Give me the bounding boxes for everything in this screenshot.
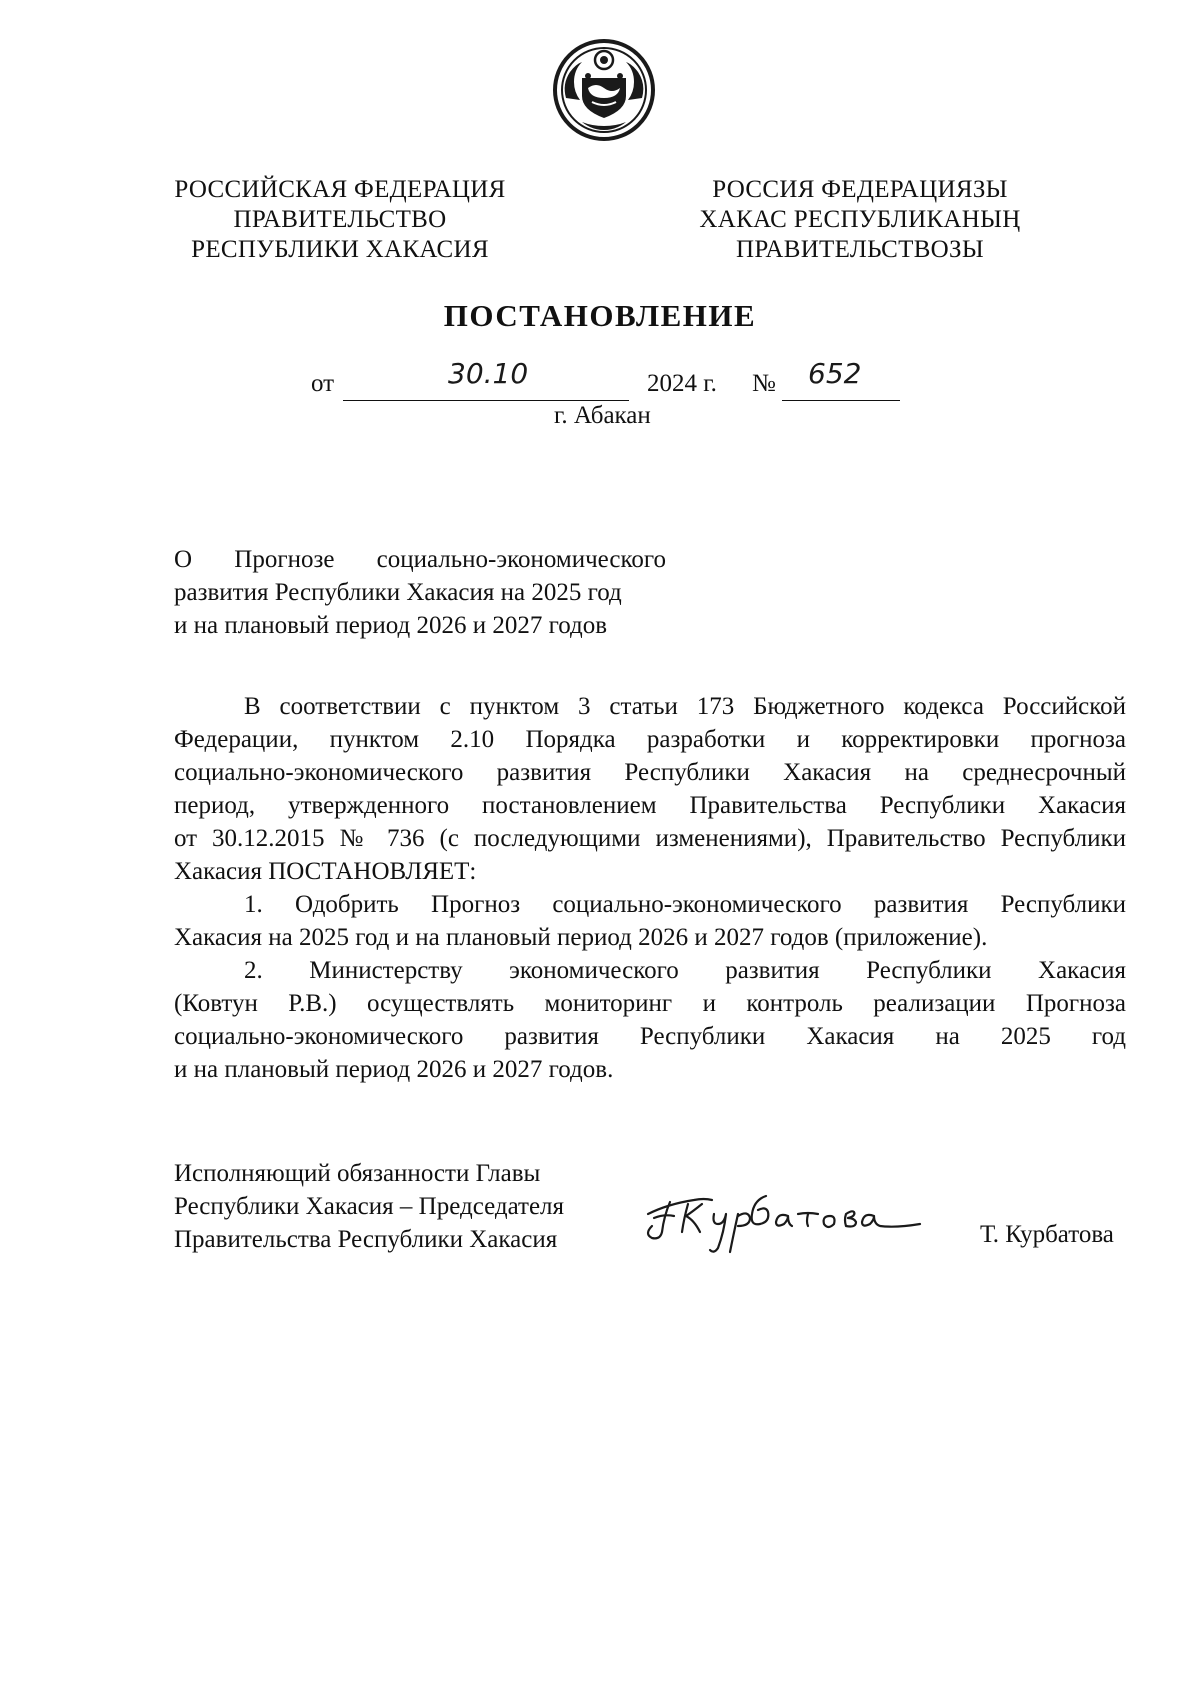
handwritten-signature [640, 1178, 940, 1258]
body-line: и на плановый период 2026 и 2027 годов. [174, 1056, 614, 1083]
body-line: Федерации, пунктом 2.10 Порядка разработки и корректировки прогноза [174, 726, 1126, 753]
header-kjh-line-3: ПРАВИТЕЛЬСТВОЗЫ [736, 236, 984, 263]
signatory-title-line-3: Правительства Республики Хакасия [174, 1226, 558, 1253]
document-subject [174, 543, 666, 642]
body-line: период, утвержденного постановлением Правительства Республики Хакасия [174, 792, 1126, 819]
header-kjh-line-2: ХАКАС РЕСПУБЛИКАНЫҢ [699, 206, 1021, 233]
document-type-title: ПОСТАНОВЛЕНИЕ [443, 298, 757, 333]
subject-line-2: развития Республики Хакасия на 2025 год [174, 579, 622, 606]
header-khakas [680, 175, 1040, 265]
subject-line-3: и на плановый период 2026 и 2027 годов [174, 612, 608, 639]
signatory-title-line-1: Исполняющий обязанности Главы [174, 1160, 541, 1187]
city-label: г. Абакан [554, 402, 651, 429]
coat-of-arms-icon [552, 38, 656, 142]
number-sign: № [752, 370, 776, 397]
body-line: 1. Одобрить Прогноз социально-экономического развития Республики [244, 891, 1126, 918]
header-kjh-line-1: РОССИЯ ФЕДЕРАЦИЯЗЫ [712, 176, 1008, 203]
signatory-name: Т. Курбатова [980, 1221, 1114, 1248]
body-line: от 30.12.2015 № 736 (с последующими изменениями), Правительство Республики [174, 825, 1126, 852]
body-line: 2. Министерству экономического развития Республики Хакасия [244, 957, 1126, 984]
body-line: социально-экономического развития Республики Хакасия на среднесрочный [174, 759, 1126, 786]
header-ru-line-2: ПРАВИТЕЛЬСТВО [233, 206, 447, 233]
body-line: В соответствии с пунктом 3 статьи 173 Бюджетного кодекса Российской [244, 693, 1126, 720]
body-line: Хакасия ПОСТАНОВЛЯЕТ: [174, 858, 477, 885]
header-ru-line-1: РОССИЙСКАЯ ФЕДЕРАЦИЯ [174, 176, 506, 203]
body-line: Хакасия на 2025 год и на плановый период 2026 и 2027 годов (приложение). [174, 924, 988, 951]
year-label: 2024 г. [647, 370, 717, 397]
date-prefix: от [311, 370, 335, 397]
header-russian [160, 175, 520, 265]
date-handwritten: 30.10 [448, 357, 529, 390]
body-line: социально-экономического развития Республики Хакасия на 2025 год [174, 1023, 1126, 1050]
number-handwritten: 652 [808, 357, 862, 390]
body-line: (Ковтун Р.В.) осуществлять мониторинг и контроль реализации Прогноза [174, 990, 1126, 1017]
subject-line-1: О Прогнозе социально-экономического [174, 546, 666, 573]
header-ru-line-3: РЕСПУБЛИКИ ХАКАСИЯ [191, 236, 489, 263]
document-body [174, 690, 1126, 1086]
signatory-title-line-2: Республики Хакасия – Председателя [174, 1193, 565, 1220]
signatory-title [174, 1157, 614, 1256]
